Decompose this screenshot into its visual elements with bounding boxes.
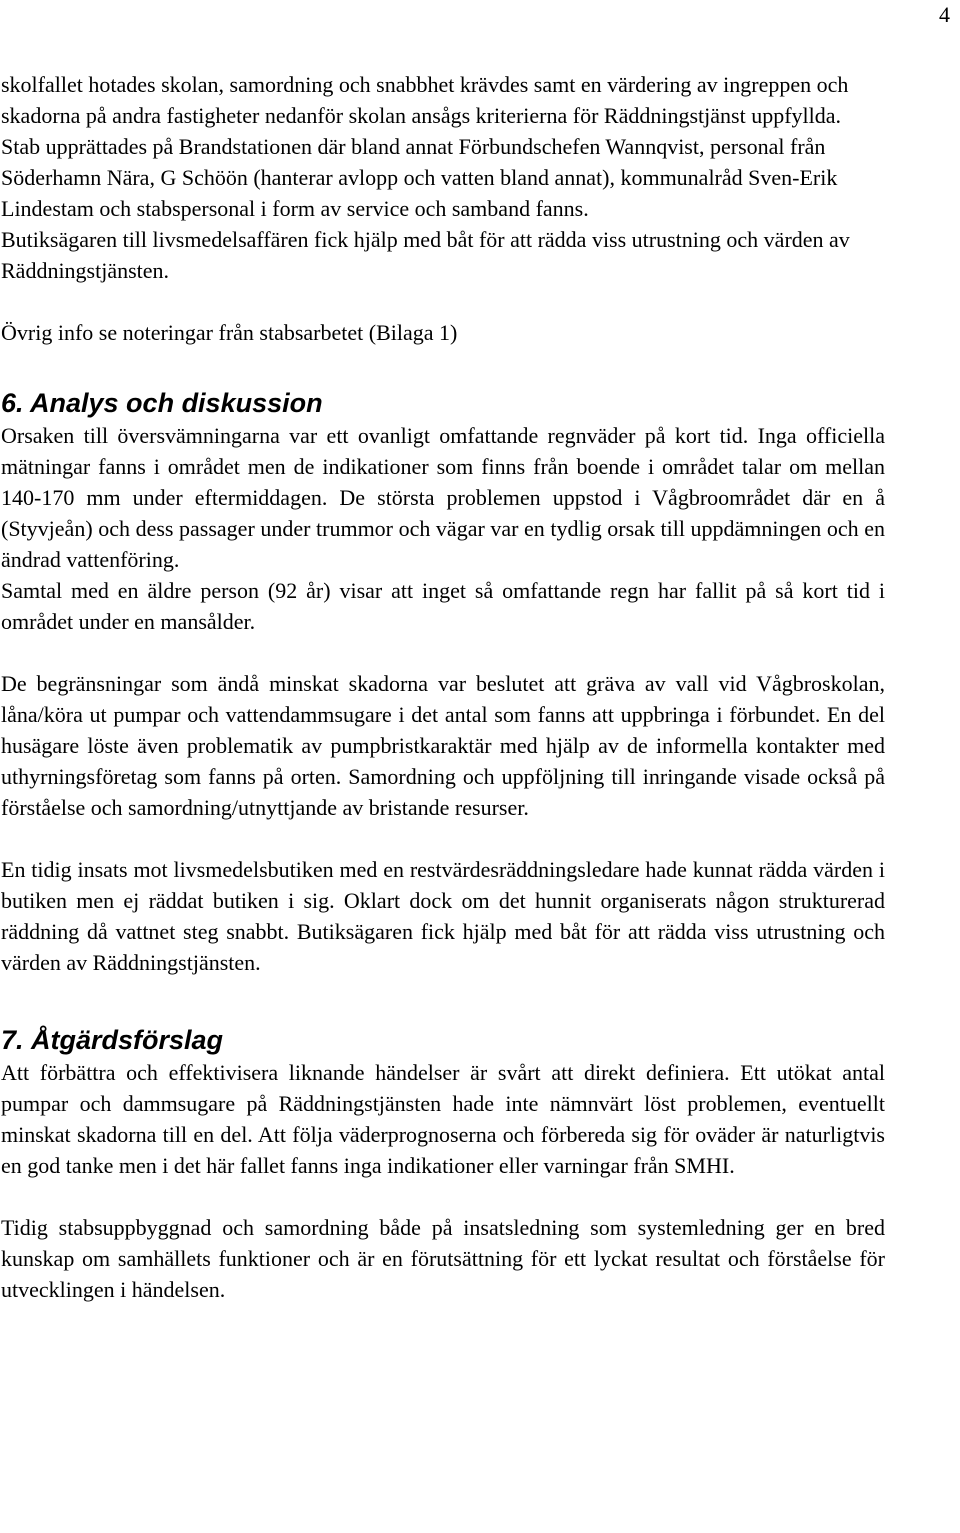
spacer bbox=[1, 823, 885, 854]
intro-paragraph-4: Övrig info se noteringar från stabsarbetet (Bilaga 1) bbox=[1, 320, 458, 345]
spacer bbox=[1, 286, 885, 317]
section-6-paragraph-1: Orsaken till översvämningarna var ett ovanligt omfattande regnväder på kort tid. Inga officiella mätningar fanns i området men de indikationer som finns från boende i området talar om mellan 140-170 mm under eftermiddagen. De största problemen uppstod i Vågbroområdet där en å (Styvjeån) och dess passager under trummor och vägar var en tydlig orsak till uppdämningen och en ändrad vattenföring. bbox=[1, 423, 885, 572]
spacer bbox=[1, 978, 885, 1023]
intro-paragraph-3: Butiksägaren till livsmedelsaffären fick hjälp med båt för att rädda viss utrustning och värden av Räddningstjänsten. bbox=[1, 227, 850, 283]
spacer bbox=[1, 348, 885, 386]
intro-paragraph-2: Stab upprättades på Brandstationen där bland annat Förbundschefen Wannqvist, personal från Söderhamn Nära, G Schöön (hanterar avlopp och vatten bland annat), kommunalråd Sven-Erik Lindestam och stabspersonal i form av service och samband fanns. bbox=[1, 134, 838, 221]
document-body bbox=[1, 69, 885, 1305]
spacer bbox=[1, 1181, 885, 1212]
section-7-heading: 7. Åtgärdsförslag bbox=[1, 1025, 224, 1055]
section-7-paragraph-2: Tidig stabsuppbyggnad och samordning både på insatsledning som systemledning ger en bred kunskap om samhällets funktioner och är en förutsättning för ett lyckat resultat och förståelse för utvecklingen i händelsen. bbox=[1, 1215, 885, 1302]
section-6-heading: 6. Analys och diskussion bbox=[1, 388, 323, 418]
section-6-paragraph-2: Samtal med en äldre person (92 år) visar att inget så omfattande regn har fallit på så kort tid i området under en mansålder. bbox=[1, 578, 885, 634]
section-6-paragraph-3: De begränsningar som ändå minskat skadorna var beslutet att gräva av vall vid Vågbroskolan, låna/köra ut pumpar och vattendammsugare i det antal som fanns att uppbringa i förbundet. En del husägare löste även problematik av pumpbristkaraktär med hjälp av de informella kontakter med uthyrningsföretag som fanns på orten. Samordning och uppföljning till inringande visade också på förståelse och samordning/utnyttjande av bristande resurser. bbox=[1, 671, 885, 820]
section-6-paragraph-4: En tidig insats mot livsmedelsbutiken med en restvärdesräddningsledare hade kunnat rädda värden i butiken men ej räddat butiken i sig. Oklart dock om det hunnit organiserats någon strukturerad räddning då vattnet steg snabbt. Butiksägaren fick hjälp med båt för att rädda viss utrustning och värden av Räddningstjänsten. bbox=[1, 857, 885, 975]
spacer bbox=[1, 637, 885, 668]
section-7-paragraph-1: Att förbättra och effektivisera liknande händelser är svårt att direkt definiera. Ett utökat antal pumpar och dammsugare på Räddningstjänsten hade inte nämnvärt löst problemen, eventuellt minskat skadorna till en del. Att följa väderprognoserna och förbereda sig för oväder är naturligtvis en god tanke men i det här fallet fanns inga indikationer eller varningar från SMHI. bbox=[1, 1060, 885, 1178]
intro-paragraph-1: skolfallet hotades skolan, samordning och snabbhet krävdes samt en värdering av ingreppen och skadorna på andra fastigheter nedanför skolan ansågs kriterierna för Räddningstjänst uppfyllda. bbox=[1, 72, 849, 128]
page-number: 4 bbox=[939, 2, 950, 27]
